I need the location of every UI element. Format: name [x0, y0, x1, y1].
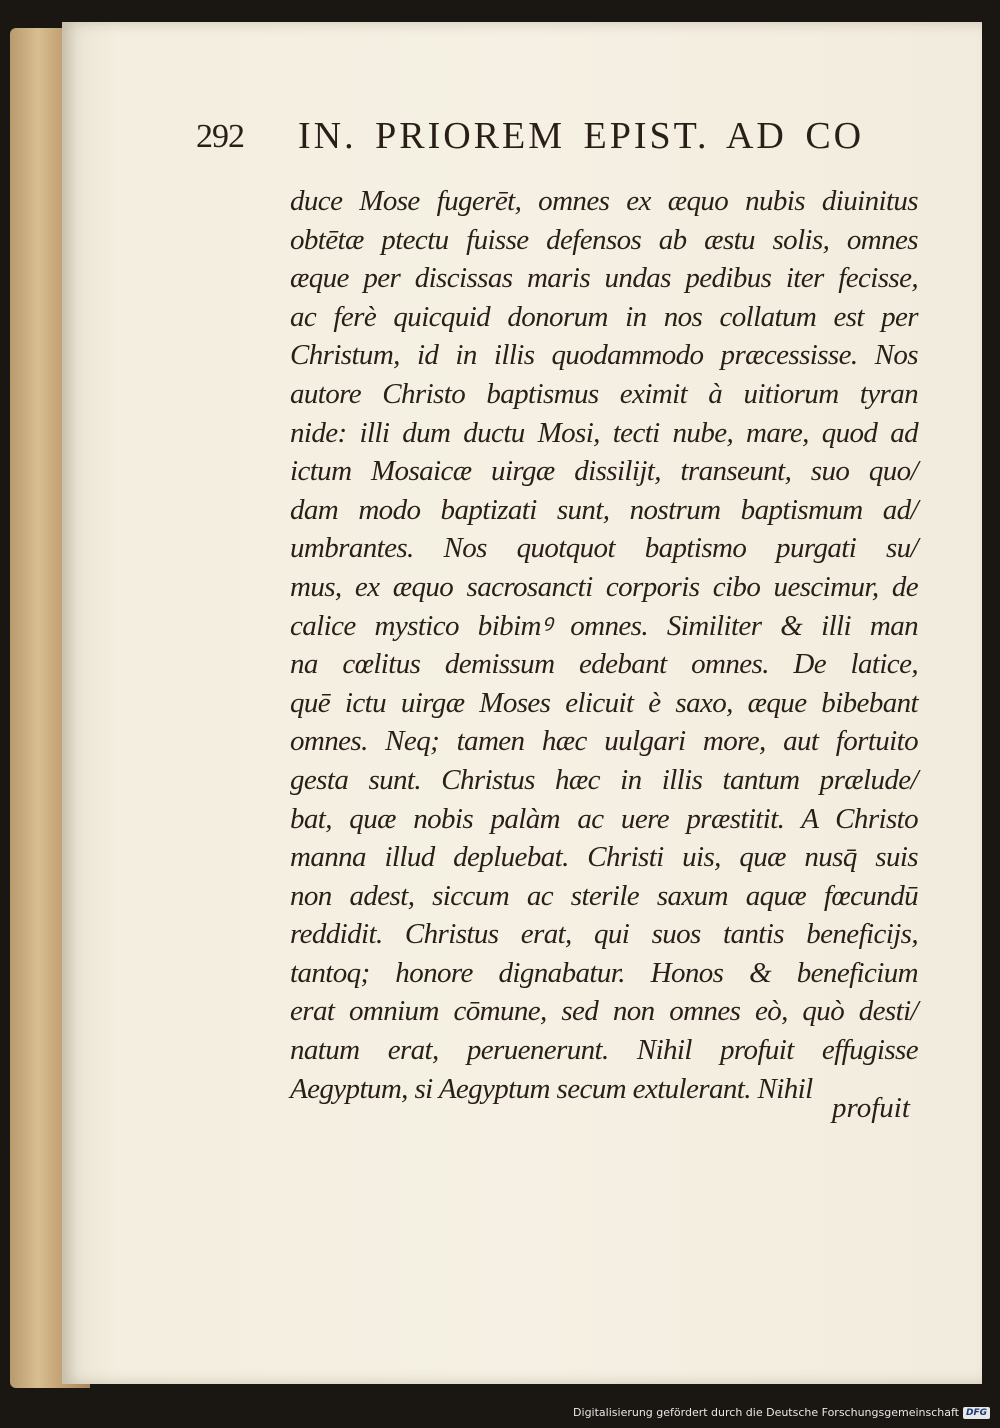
text-line: calice mystico bibimꝰ omnes. Similiter & illi man	[290, 609, 918, 642]
text-line: gesta sunt. Christus hæc in illis tantum prælude/	[290, 763, 918, 796]
text-line: ac ferè quicquid donorum in nos collatum est per	[290, 300, 918, 333]
text-line: ictum Mosaicæ uirgæ dissiliјt, transeunt, suo quo/	[290, 455, 918, 488]
text-line: non adest, siccum ac sterile saxum aquæ fœcundū	[290, 879, 918, 912]
text-line: na cœlitus demissum edebant omnes. De latice,	[290, 648, 918, 681]
page-header	[196, 114, 916, 164]
page-number: 292	[196, 118, 244, 155]
text-line: quē ictu uirgæ Moses elicuit è saxo, æque bibebant	[290, 686, 918, 719]
text-line: omnes. Neq; tamen hæc uulgari more, aut fortuito	[290, 725, 918, 758]
text-line: mus, ex æquo sacrosancti corporis cibo uescimur, de	[290, 570, 918, 603]
text-line: manna illud depluebat. Christi uis, quæ nusq̄ suis	[290, 841, 918, 874]
text-line: umbrantes. Nos quotquot baptismo purgati su/	[290, 532, 918, 565]
footer-credit-text: Digitalisierung gefördert durch die Deutsche Forschungsgemeinschaft	[573, 1406, 959, 1419]
text-line: nide: illi dum ductu Mosi, tecti nube, mare, quod ad	[290, 416, 918, 449]
catchword: profuit	[832, 1092, 910, 1124]
text-line: æque per discissas maris undas pedibus iter fecisse,	[290, 262, 918, 295]
text-line: Christum, id in illis quodammodo præcessisse. Nos	[290, 339, 918, 372]
running-title: IN. PRIOREM EPIST. AD CO	[298, 115, 865, 157]
dfg-logo-icon: DFG	[963, 1407, 990, 1419]
text-line: tantoq; honore dignabatur. Honos & beneficium	[290, 956, 918, 989]
text-line: reddidit. Christus erat, qui suos tantis beneficiјs,	[290, 918, 918, 951]
footer-credit	[573, 1406, 990, 1419]
text-line: obtētæ ptectu fuisse defensos ab æstu solis, omnes	[290, 223, 918, 256]
body-text	[290, 182, 918, 1108]
text-line: autore Christo baptismus eximit à uitiorum tyran	[290, 377, 918, 410]
text-line: natum erat, peruenerunt. Nihil profuit effugisse	[290, 1034, 918, 1067]
text-line: duce Mose fugerēt, omnes ex æquo nubis diuinitus	[290, 185, 918, 217]
text-line: erat omnium cōmune, sed non omnes eò, quò desti/	[290, 995, 918, 1028]
text-line: dam modo baptizati sunt, nostrum baptismum ad/	[290, 493, 918, 526]
text-line: bat, quæ nobis palàm ac uere præstitit. A Christo	[290, 802, 918, 835]
text-line: Aegyptum, si Aegyptum secum extulerant. Nihil	[290, 1072, 813, 1105]
